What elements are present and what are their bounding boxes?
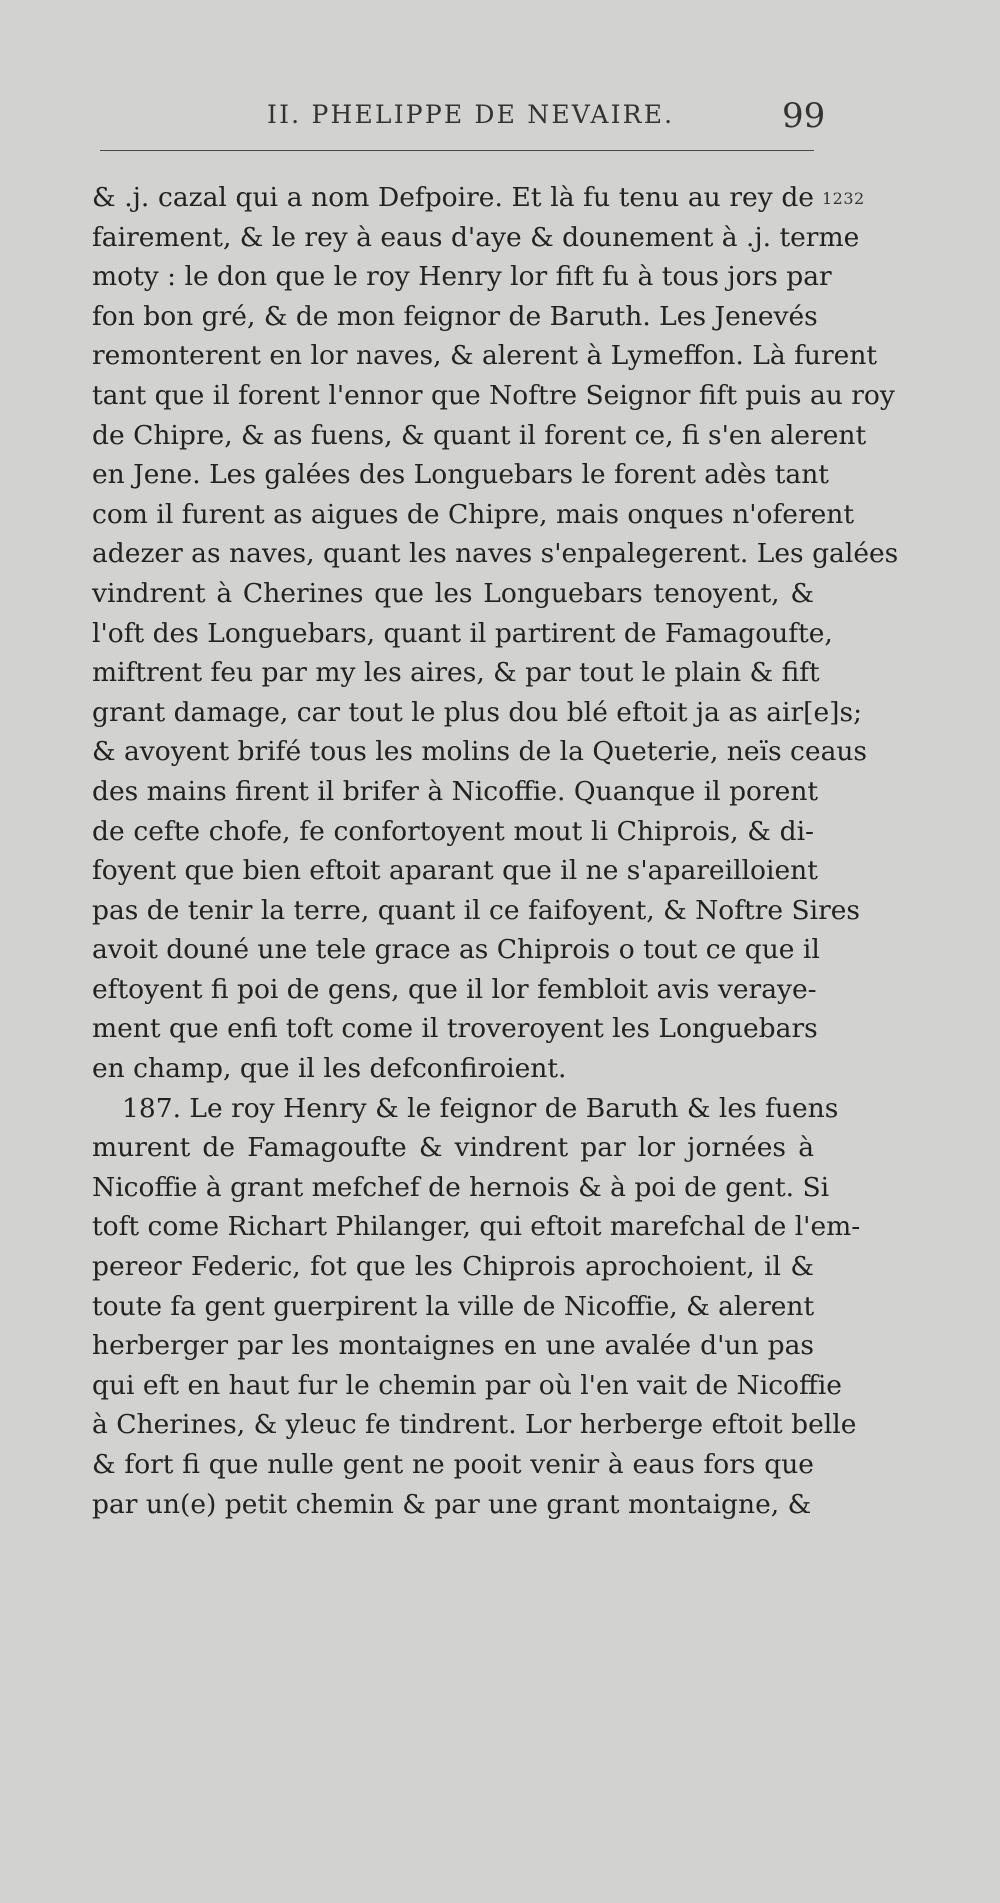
text-line: moty : le don que le roy Henry lor fift fu à tous jors par (92, 261, 832, 293)
text-line: & .j. cazal qui a nom Defpoire. Et là fu tenu au rey de (92, 182, 814, 213)
text-line: des mains firent il brifer à Nicoffie. Quanque il porent (92, 775, 819, 807)
text-line: com il furent as aigues de Chipre, mais onques n'oferent (92, 498, 855, 530)
text-line: toute fa gent guerpirent la ville de Nicoffie, & alerent (92, 1290, 815, 1322)
header-rule (100, 150, 814, 151)
text-line: fon bon gré, & de mon feignor de Baruth. Les Jenevés (92, 300, 818, 332)
text-line: fairement, & le rey à eaus d'aye & dounement à .j. terme (92, 221, 860, 253)
text-line: à Cherines, & yleuc fe tindrent. Lor herberge eftoit belle (92, 1409, 857, 1441)
text-line: grant damage, car tout le plus dou blé eftoit ja as air[e]s; (92, 696, 863, 728)
text-line: 187. Le roy Henry & le feignor de Baruth & les fuens (122, 1092, 839, 1124)
page-number: 99 (782, 96, 826, 136)
margin-date-note: 1232 (822, 189, 865, 208)
text-line: foyent que bien eftoit aparant que il ne s'apareilloient (92, 855, 818, 887)
text-line: avoit douné une tele grace as Chiprois o tout ce que il (92, 934, 820, 966)
text-line: murent de Famagoufte & vindrent par lor jornées à (92, 1132, 814, 1164)
text-line: Nicoffie à grant mefchef de hernois & à poi de gent. Si (92, 1171, 830, 1203)
text-line: adezer as naves, quant les naves s'enpalegerent. Les galées (92, 538, 899, 570)
text-line: ment que enfi toft come il troveroyent les Longuebars (92, 1013, 818, 1045)
text-line: pereor Federic, fot que les Chiprois aprochoient, il & (92, 1251, 814, 1283)
text-line: pas de tenir la terre, quant il ce faifoyent, & Noftre Sires (92, 894, 861, 926)
text-line: & fort fi que nulle gent ne pooit venir à eaus fors que (92, 1449, 814, 1480)
text-line: l'oft des Longuebars, quant il partirent de Famagoufte, (92, 617, 833, 649)
text-line: en champ, que il les defconfiroient. (92, 1053, 567, 1085)
text-line: eftoyent fi poi de gens, que il lor fembloit avis veraye- (92, 973, 817, 1005)
text-line: miftrent feu par my les aires, & par tout le plain & fift (92, 657, 820, 689)
running-head: II. PHELIPPE DE NEVAIRE. (267, 100, 675, 129)
text-line: toft come Richart Philanger, qui eftoit marefchal de l'em- (92, 1211, 861, 1243)
text-line: de Chipre, & as fuens, & quant il forent ce, fi s'en alerent (92, 419, 867, 451)
text-line: qui eft en haut fur le chemin par où l'en vait de Nicoffie (92, 1369, 842, 1401)
paragraph-2 (92, 1089, 861, 1525)
text-line: de cefte chofe, fe confortoyent mout li Chiprois, & di- (92, 815, 814, 847)
text-line: tant que il forent l'ennor que Noftre Seignor fift puis au roy (92, 379, 895, 411)
text-line: remonterent en lor naves, & alerent à Lymeffon. Là furent (92, 340, 878, 372)
text-line: vindrent à Cherines que les Longuebars tenoyent, & (92, 577, 814, 609)
text-line: en Jene. Les galées des Longuebars le forent adès tant (92, 459, 829, 491)
text-line: par un(e) petit chemin & par une grant montaigne, & (92, 1488, 812, 1520)
text-line: herberger par les montaignes en une avalée d'un pas (92, 1330, 814, 1362)
text-line: & avoyent brifé tous les molins de la Queterie, neïs ceaus (92, 736, 868, 768)
